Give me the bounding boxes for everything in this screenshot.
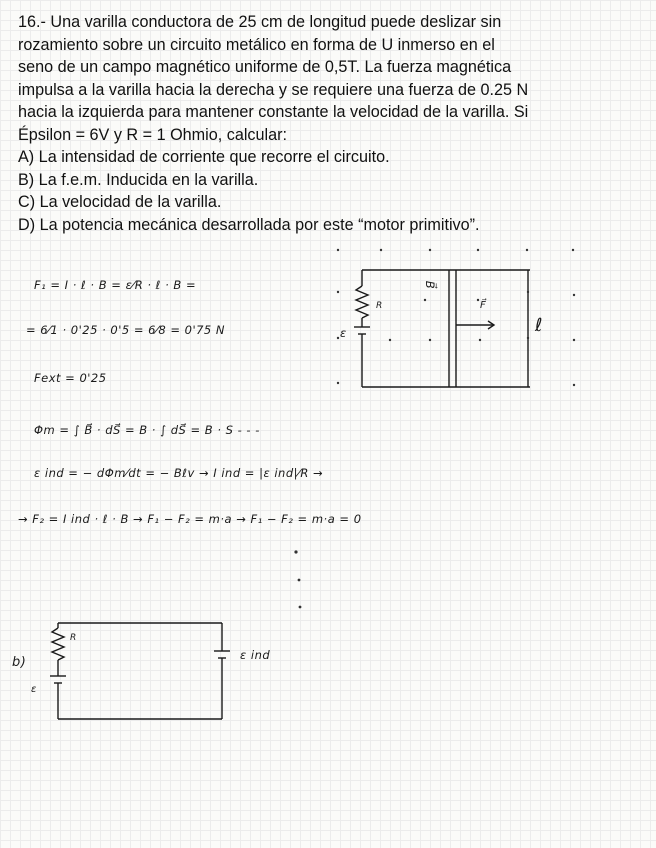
problem-line: seno de un campo magnético uniforme de 0,5T. La fuerza magnética	[18, 58, 512, 76]
emf-label-2: ε	[31, 684, 37, 695]
note-flux: Φm = ∫ B⃗ · dS⃗ = B · ∫ dS⃗ = B · S - - -	[34, 423, 260, 437]
question-c: C) La velocidad de la varilla.	[18, 193, 222, 211]
resistor-r-label-2: R	[70, 633, 77, 643]
note-external-force: Fext = 0'25	[34, 371, 107, 385]
problem-line: rozamiento sobre un circuito metálico en forma de U inmerso en el	[18, 35, 495, 54]
question-a: A) La intensidad de corriente que recorre el circuito.	[18, 148, 390, 166]
problem-line: hacia la izquierda para mantener constante la velocidad de la varilla. Si	[18, 103, 529, 121]
question-b: B) La f.e.m. Inducida en la varilla.	[18, 170, 259, 189]
problem-line: impulsa a la varilla hacia la derecha y se requiere una fuerza de 0.25 N	[18, 80, 529, 99]
note-force-result: = 6⁄1 · 0'25 · 0'5 = 6⁄8 = 0'75 N	[26, 323, 226, 337]
note-force-formula: F₁ = I · ℓ · B = ε⁄R · ℓ · B =	[34, 278, 197, 292]
note-force-balance: → F₂ = I ind · ℓ · B → F₁ − F₂ = m·a → F₁ − F₂ = m·a = 0	[18, 512, 362, 526]
force-f-label: F⃗	[480, 300, 487, 311]
problem-statement	[18, 11, 643, 236]
resistor-r-label: R	[376, 301, 383, 311]
length-l-label: ℓ	[535, 315, 543, 336]
note-induced-emf: ε ind = − dΦm⁄dt = − Bℓv → I ind = |ε ind|⁄R →	[34, 466, 324, 480]
induced-emf-label: ε ind	[240, 648, 271, 662]
field-b-label: B⃗	[423, 280, 438, 290]
problem-line: 16.- Una varilla conductora de 25 cm de longitud puede deslizar sin	[18, 13, 502, 31]
emf-label: ε	[340, 326, 347, 340]
part-b-label: b)	[12, 655, 27, 670]
problem-line: Épsilon = 6V y R = 1 Ohmio, calcular:	[18, 125, 288, 144]
question-d: D) La potencia mecánica desarrollada por este “motor primitivo”.	[18, 215, 480, 234]
